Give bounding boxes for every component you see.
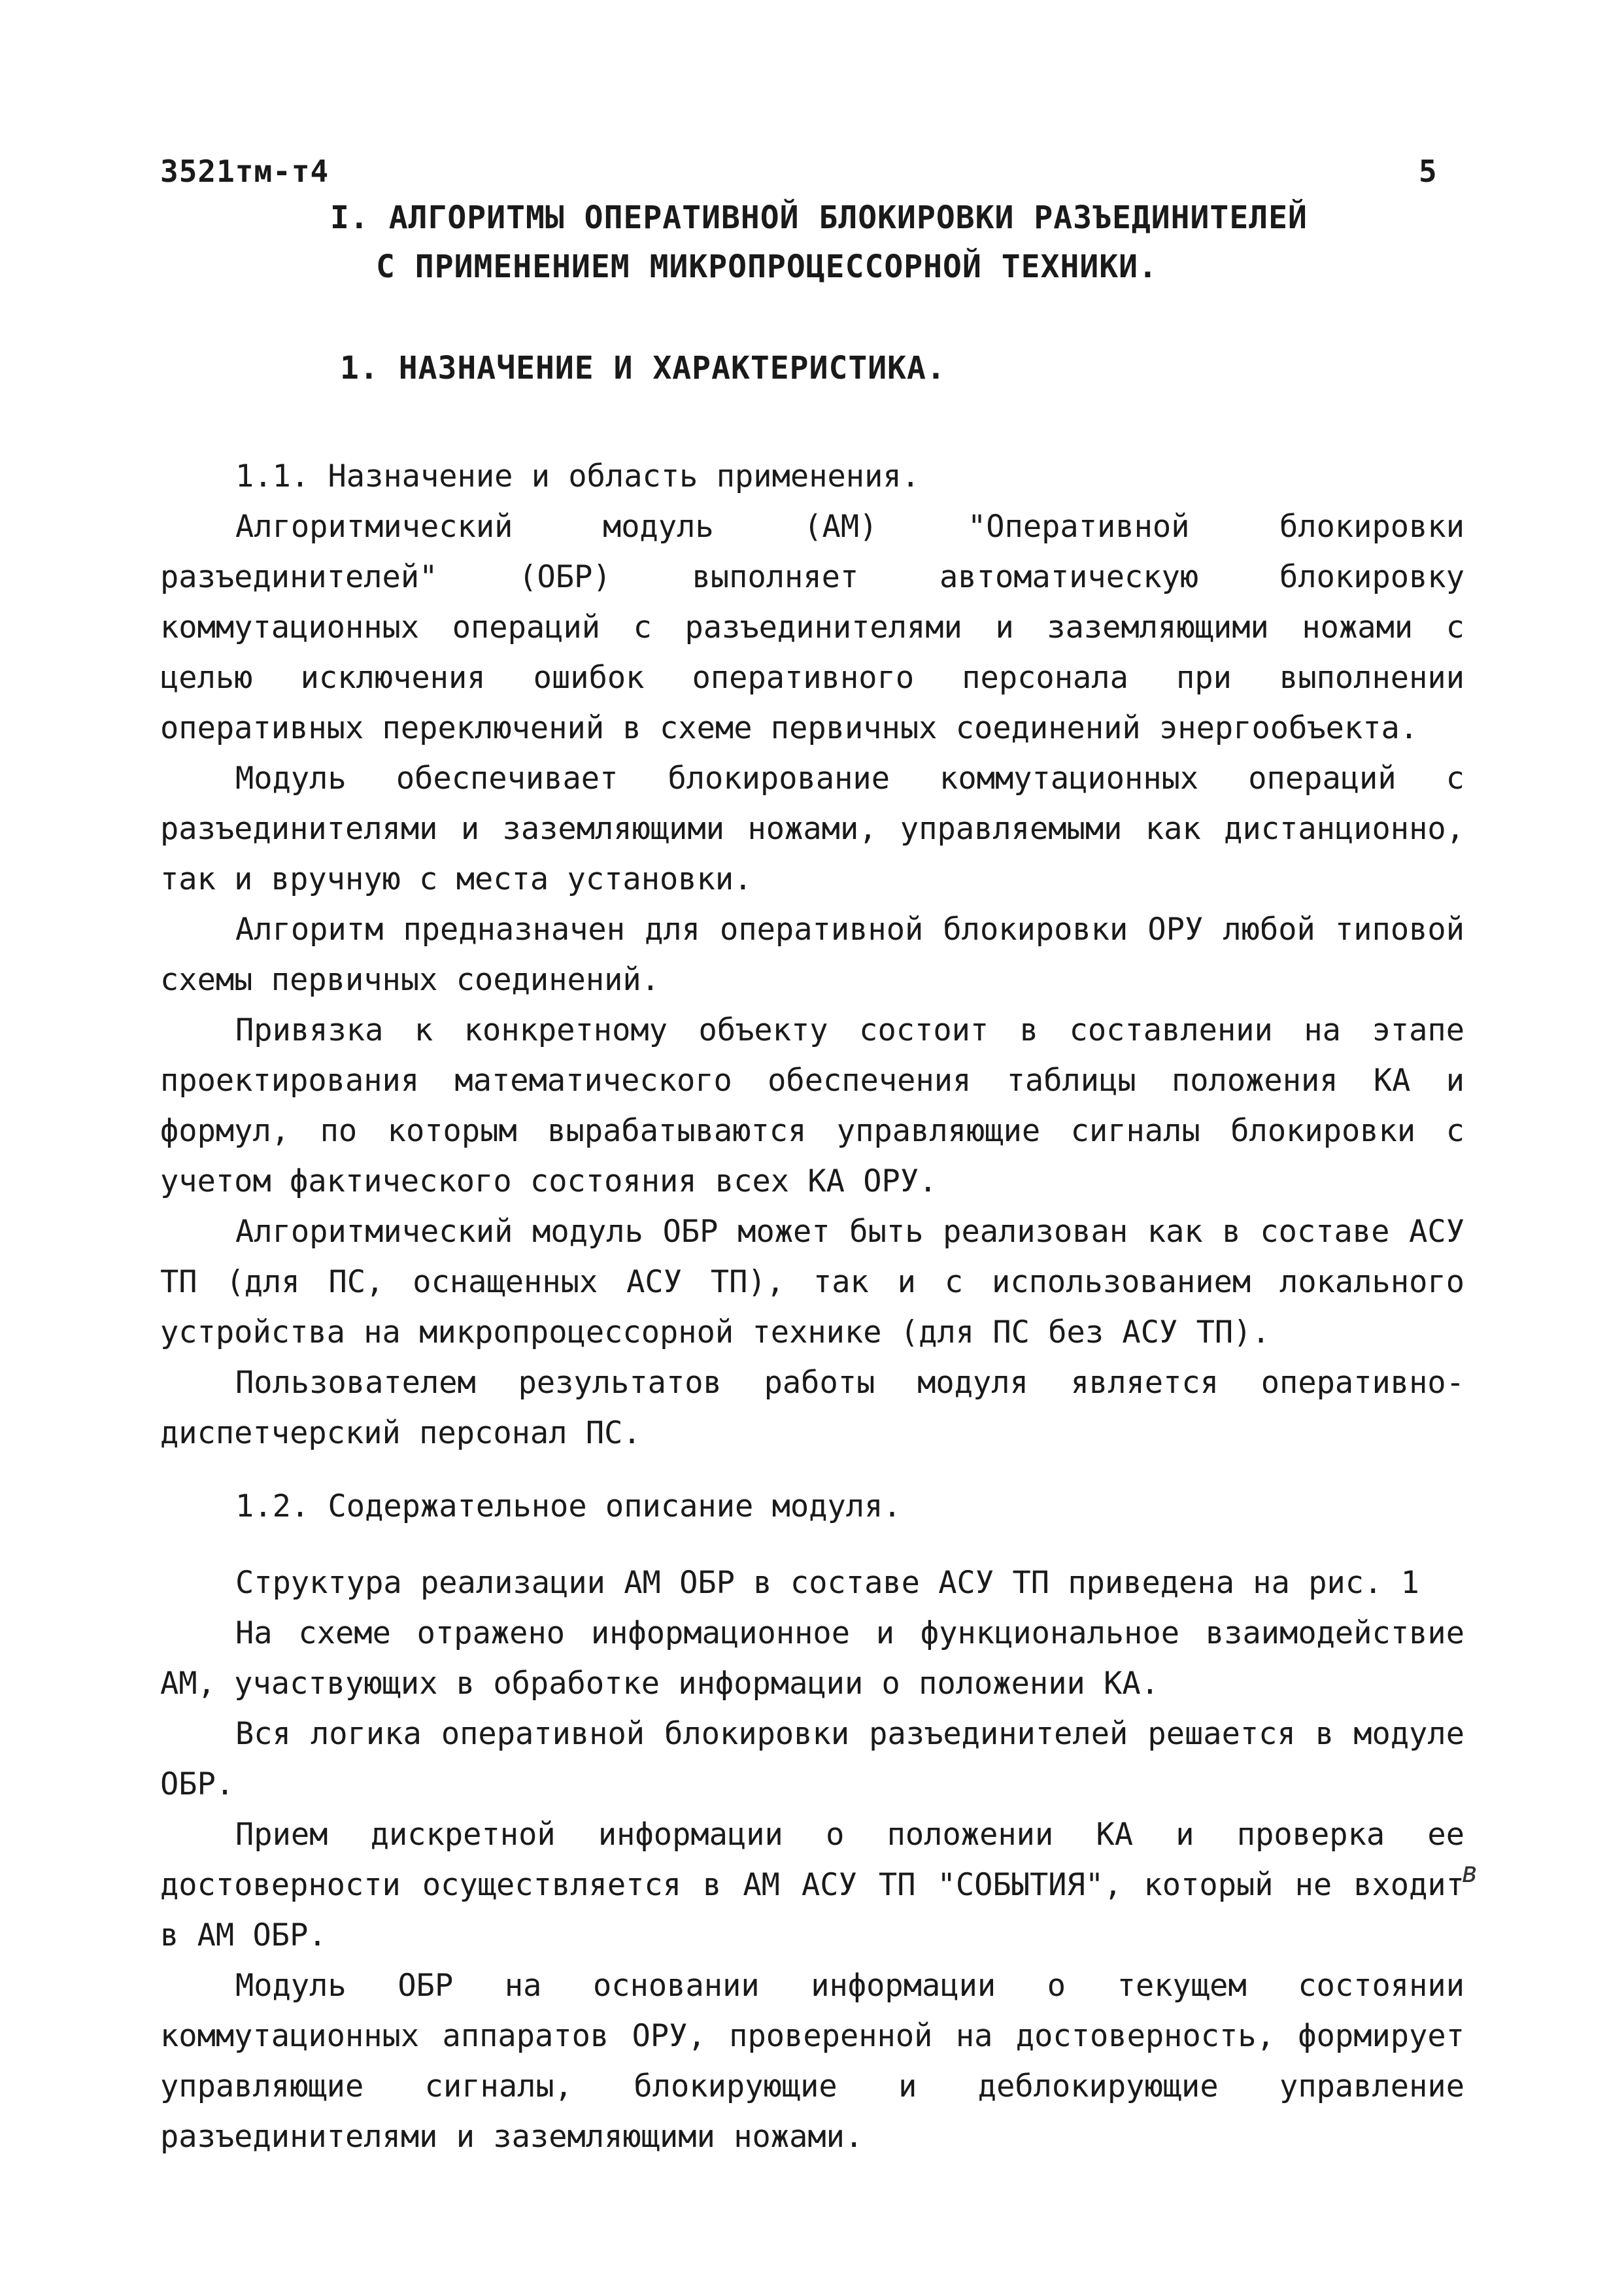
paragraph: На схеме отражено информационное и функциональное взаимодействие АМ, участвующих в обработке информации о положении КА. — [160, 1615, 1464, 1702]
subsection-1-1 — [160, 451, 1464, 1458]
paragraph: Структура реализации АМ ОБР в составе АСУ ТП приведена на рис. 1 — [235, 1565, 1419, 1601]
paragraph: Пользователем результатов работы модуля является оперативно-диспетчерский персонал ПС. — [160, 1365, 1464, 1451]
paragraph: Алгоритмический модуль ОБР может быть реализован как в составе АСУ ТП (для ПС, оснащенных АСУ ТП), так и с использованием локального устройства на микропроцессорной технике (для ПС без АСУ ТП). — [160, 1214, 1464, 1350]
paragraph: Модуль обеспечивает блокирование коммутационных операций с разъединителями и заземляющими ножами, управляемыми как дистанционно, так и вручную с места установки. — [160, 761, 1464, 897]
page-number: 5 — [1419, 154, 1437, 189]
subsection-heading: 1.1. Назначение и область применения. — [235, 458, 920, 494]
paragraph: Алгоритм предназначен для оперативной блокировки ОРУ любой типовой схемы первичных соединений. — [160, 912, 1464, 998]
subsection-heading: 1.2. Содержательное описание модуля. — [235, 1488, 902, 1524]
paragraph: Вся логика оперативной блокировки разъединителей решается в модуле ОБР. — [160, 1716, 1464, 1802]
section-heading: 1. НАЗНАЧЕНИЕ И ХАРАКТЕРИСТИКА. — [340, 350, 946, 386]
handwritten-margin-mark: в — [1461, 1856, 1479, 1889]
paragraph: Алгоритмический модуль (АМ) "Оперативной блокировки разъединителей" (ОБР) выполняет автоматическую блокировку коммутационных операций с разъединителями и заземляющими ножами с целью исключения ошибок оперативного персонала при выполнении оперативных переключений в схеме первичных соединений энергообъекта. — [160, 509, 1464, 746]
document-title-line-1: I. АЛГОРИТМЫ ОПЕРАТИВНОЙ БЛОКИРОВКИ РАЗЪЕДИНИТЕЛЕЙ — [330, 199, 1308, 236]
document-code: 3521тм-т4 — [160, 154, 330, 189]
document-title-line-2: С ПРИМЕНЕНИЕМ МИКРОПРОЦЕССОРНОЙ ТЕХНИКИ. — [376, 248, 1158, 285]
subsection-1-2 — [160, 1481, 1464, 2162]
paragraph: Прием дискретной информации о положении КА и проверка ее достоверности осуществляется в АМ АСУ ТП "СОБЫТИЯ", который не входит в АМ ОБР. — [160, 1817, 1464, 1953]
paragraph: Привязка к конкретному объекту состоит в составлении на этапе проектирования математического обеспечения таблицы положения КА и формул, по которым вырабатываются управляющие сигналы блокировки с учетом фактического состояния всех КА ОРУ. — [160, 1012, 1464, 1199]
paragraph: Модуль ОБР на основании информации о текущем состоянии коммутационных аппаратов ОРУ, проверенной на достоверность, формирует управляющие сигналы, блокирующие и деблокирующие управление разъединителями и заземляющими ножами. — [160, 1968, 1464, 2155]
